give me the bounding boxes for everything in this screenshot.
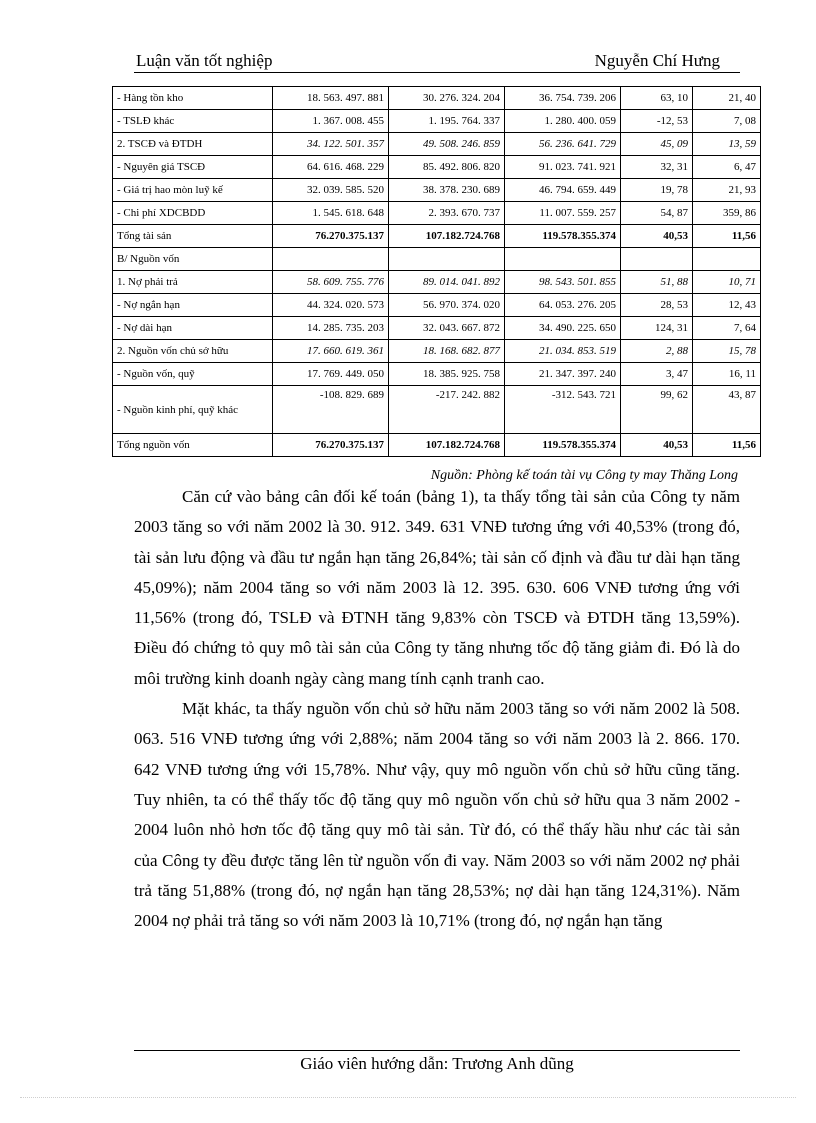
table-row — [113, 87, 761, 110]
change-2004-vs-2003: 16, 11 — [693, 363, 761, 386]
value-2002: 17. 769. 449. 050 — [273, 363, 389, 386]
change-2003-vs-2002: 32, 31 — [621, 156, 693, 179]
table-row — [113, 133, 761, 156]
row-label: B/ Nguồn vốn — [113, 248, 273, 271]
table-row — [113, 294, 761, 317]
change-2003-vs-2002: 54, 87 — [621, 202, 693, 225]
change-2003-vs-2002: 2, 88 — [621, 340, 693, 363]
change-2003-vs-2002: 45, 09 — [621, 133, 693, 156]
row-label: - Nguồn vốn, quỹ — [113, 363, 273, 386]
page-footer: Giáo viên hướng dẫn: Trương Anh dũng — [300, 1054, 574, 1073]
value-2003: 2. 393. 670. 737 — [389, 202, 505, 225]
value-2004: 91. 023. 741. 921 — [505, 156, 621, 179]
value-2002: -108. 829. 689 — [273, 386, 389, 434]
value-2003: 18. 168. 682. 877 — [389, 340, 505, 363]
value-2002: 1. 545. 618. 648 — [273, 202, 389, 225]
row-label: - Chi phí XDCBDD — [113, 202, 273, 225]
change-2003-vs-2002: 63, 10 — [621, 87, 693, 110]
value-2002: 44. 324. 020. 573 — [273, 294, 389, 317]
table-row — [113, 434, 761, 457]
value-2002: 58. 609. 755. 776 — [273, 271, 389, 294]
body-text — [134, 482, 740, 936]
page-header — [134, 48, 740, 73]
table-row — [113, 179, 761, 202]
value-2003: 1. 195. 764. 337 — [389, 110, 505, 133]
value-2003: 30. 276. 324. 204 — [389, 87, 505, 110]
row-label: 1. Nợ phải trả — [113, 271, 273, 294]
change-2003-vs-2002: 40,53 — [621, 225, 693, 248]
change-2004-vs-2003: 12, 43 — [693, 294, 761, 317]
change-2003-vs-2002: 40,53 — [621, 434, 693, 457]
row-label: - Giá trị hao mòn luỹ kế — [113, 179, 273, 202]
change-2004-vs-2003: 11,56 — [693, 225, 761, 248]
table-row — [113, 317, 761, 340]
change-2003-vs-2002: 51, 88 — [621, 271, 693, 294]
change-2003-vs-2002: -12, 53 — [621, 110, 693, 133]
change-2004-vs-2003: 6, 47 — [693, 156, 761, 179]
value-2003: 85. 492. 806. 820 — [389, 156, 505, 179]
value-2002: 18. 563. 497. 881 — [273, 87, 389, 110]
change-2004-vs-2003: 7, 08 — [693, 110, 761, 133]
balance-sheet-table — [112, 86, 761, 457]
value-2002: 1. 367. 008. 455 — [273, 110, 389, 133]
value-2003: 32. 043. 667. 872 — [389, 317, 505, 340]
value-2004: 11. 007. 559. 257 — [505, 202, 621, 225]
change-2004-vs-2003 — [693, 248, 761, 271]
value-2004: 46. 794. 659. 449 — [505, 179, 621, 202]
value-2004 — [505, 248, 621, 271]
change-2003-vs-2002: 19, 78 — [621, 179, 693, 202]
change-2004-vs-2003: 7, 64 — [693, 317, 761, 340]
value-2002: 76.270.375.137 — [273, 434, 389, 457]
value-2002: 76.270.375.137 — [273, 225, 389, 248]
row-label: - Nợ dài hạn — [113, 317, 273, 340]
row-label: - Nguyên giá TSCĐ — [113, 156, 273, 179]
table-row — [113, 248, 761, 271]
value-2004: 34. 490. 225. 650 — [505, 317, 621, 340]
paragraph-1: Căn cứ vào bảng cân đối kế toán (bảng 1), ta thấy tổng tài sản của Công ty năm 2003 tăng so với năm 2002 là 30. 912. 349. 631 VNĐ tương ứng với 40,53% (trong đó, tài sản lưu động và đầu tư ngắn hạn tăng 26,84%; tài sản cố định và đầu tư dài hạn tăng 45,09%); năm 2004 tăng so với năm 2003 là 12. 395. 630. 606 VNĐ tương ứng với 11,56% (trong đó, TSLĐ và ĐTNH tăng 9,83% còn TSCĐ và ĐTDH tăng 13,59%). Điều đó chứng tỏ quy mô tài sản của Công ty tăng nhưng tốc độ tăng giảm đi. Đó là do môi trường kinh doanh ngày càng mang tính cạnh tranh cao. — [134, 487, 740, 688]
value-2004: -312. 543. 721 — [505, 386, 621, 434]
value-2004: 21. 034. 853. 519 — [505, 340, 621, 363]
row-label: 2. TSCĐ và ĐTDH — [113, 133, 273, 156]
change-2004-vs-2003: 43, 87 — [693, 386, 761, 434]
value-2002: 64. 616. 468. 229 — [273, 156, 389, 179]
value-2003: 56. 970. 374. 020 — [389, 294, 505, 317]
row-label: - Hàng tồn kho — [113, 87, 273, 110]
value-2003: 89. 014. 041. 892 — [389, 271, 505, 294]
value-2004: 1. 280. 400. 059 — [505, 110, 621, 133]
row-label: Tổng nguồn vốn — [113, 434, 273, 457]
header-title: Luận văn tốt nghiệp — [136, 51, 273, 70]
value-2002: 14. 285. 735. 203 — [273, 317, 389, 340]
change-2004-vs-2003: 10, 71 — [693, 271, 761, 294]
header-author: Nguyễn Chí Hưng — [594, 51, 720, 70]
value-2003 — [389, 248, 505, 271]
table-source: Nguồn: Phòng kế toán tài vụ Công ty may Thăng Long — [430, 468, 738, 483]
change-2003-vs-2002 — [621, 248, 693, 271]
value-2003: 18. 385. 925. 758 — [389, 363, 505, 386]
change-2004-vs-2003: 11,56 — [693, 434, 761, 457]
change-2004-vs-2003: 21, 40 — [693, 87, 761, 110]
value-2003: 107.182.724.768 — [389, 434, 505, 457]
row-label: Tổng tài sản — [113, 225, 273, 248]
change-2003-vs-2002: 124, 31 — [621, 317, 693, 340]
table-row — [113, 156, 761, 179]
row-label: 2. Nguồn vốn chủ sở hữu — [113, 340, 273, 363]
footer-divider — [134, 1050, 740, 1051]
change-2003-vs-2002: 99, 62 — [621, 386, 693, 434]
value-2002 — [273, 248, 389, 271]
change-2004-vs-2003: 15, 78 — [693, 340, 761, 363]
value-2002: 34. 122. 501. 357 — [273, 133, 389, 156]
table-row — [113, 363, 761, 386]
table-row — [113, 202, 761, 225]
row-label: - Nguồn kinh phí, quỹ khác — [113, 386, 273, 434]
value-2004: 98. 543. 501. 855 — [505, 271, 621, 294]
table-row — [113, 271, 761, 294]
table-row — [113, 110, 761, 133]
value-2004: 119.578.355.374 — [505, 434, 621, 457]
value-2004: 64. 053. 276. 205 — [505, 294, 621, 317]
change-2004-vs-2003: 359, 86 — [693, 202, 761, 225]
value-2002: 17. 660. 619. 361 — [273, 340, 389, 363]
row-label: - Nợ ngắn hạn — [113, 294, 273, 317]
change-2004-vs-2003: 13, 59 — [693, 133, 761, 156]
table-row — [113, 340, 761, 363]
paragraph-2: Mặt khác, ta thấy nguồn vốn chủ sở hữu năm 2003 tăng so với năm 2002 là 508. 063. 516 VNĐ tương ứng với 2,88%; năm 2004 tăng so với năm 2003 là 2. 866. 170. 642 VNĐ tương ứng với 15,78%. Như vậy, quy mô nguồn vốn chủ sở hữu cũng tăng. Tuy nhiên, ta có thể thấy tốc độ tăng quy mô nguồn vốn chủ sở hữu qua 3 năm 2002 - 2004 luôn nhỏ hơn tốc độ tăng quy mô tài sản. Từ đó, có thể thấy hầu như các tài sản của Công ty đều được tăng lên từ nguồn vốn đi vay. Năm 2003 so với năm 2002 nợ phải trả tăng 51,88% (trong đó, nợ ngắn hạn tăng 28,53%; nợ dài hạn tăng 124,31%). Năm 2004 nợ phải trả tăng so với năm 2003 là 10,71% (trong đó, nợ ngắn hạn tăng — [134, 699, 740, 931]
value-2003: -217. 242. 882 — [389, 386, 505, 434]
value-2004: 36. 754. 739. 206 — [505, 87, 621, 110]
value-2003: 38. 378. 230. 689 — [389, 179, 505, 202]
change-2003-vs-2002: 3, 47 — [621, 363, 693, 386]
change-2004-vs-2003: 21, 93 — [693, 179, 761, 202]
value-2004: 56. 236. 641. 729 — [505, 133, 621, 156]
value-2003: 107.182.724.768 — [389, 225, 505, 248]
value-2002: 32. 039. 585. 520 — [273, 179, 389, 202]
row-label: - TSLĐ khác — [113, 110, 273, 133]
value-2004: 119.578.355.374 — [505, 225, 621, 248]
page-edge-dots — [20, 1097, 796, 1098]
change-2003-vs-2002: 28, 53 — [621, 294, 693, 317]
table-row — [113, 225, 761, 248]
value-2003: 49. 508. 246. 859 — [389, 133, 505, 156]
value-2004: 21. 347. 397. 240 — [505, 363, 621, 386]
table-row — [113, 386, 761, 434]
